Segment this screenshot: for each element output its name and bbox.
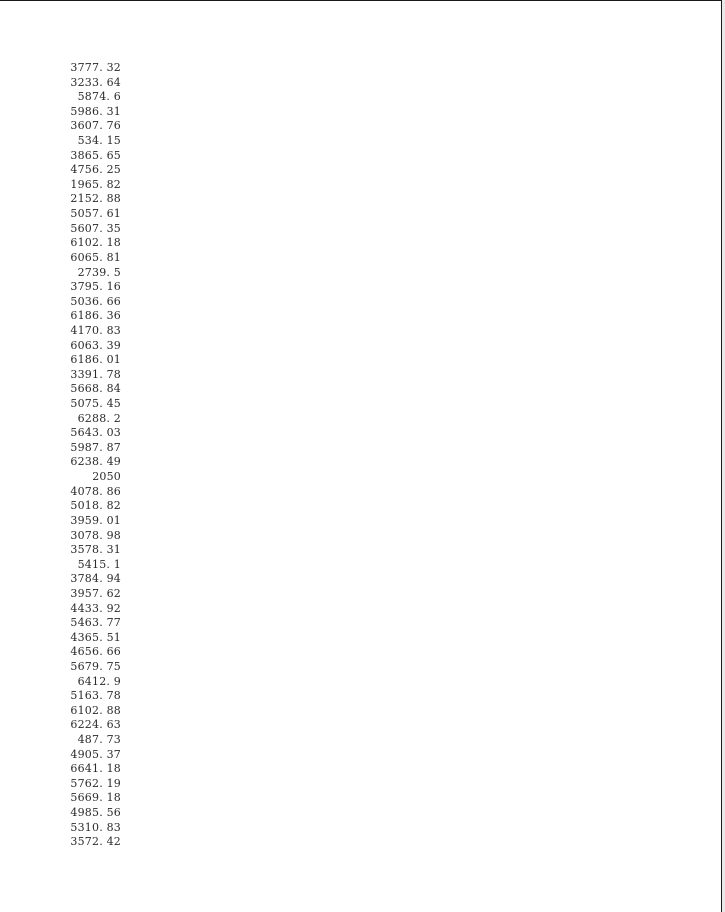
value-item: 3607. 76 xyxy=(70,119,121,133)
value-item: 3078. 98 xyxy=(70,528,121,542)
value-item: 2152. 88 xyxy=(70,192,121,206)
value-item: 5018. 82 xyxy=(70,499,121,513)
value-item: 6063. 39 xyxy=(70,338,121,352)
value-item: 6412. 9 xyxy=(77,674,121,688)
value-item: 6102. 18 xyxy=(70,236,121,250)
value-item: 3391. 78 xyxy=(70,367,121,381)
value-item: 4985. 56 xyxy=(70,806,121,820)
value-item: 5415. 1 xyxy=(77,557,121,571)
value-item: 3957. 62 xyxy=(70,586,121,600)
value-item: 6238. 49 xyxy=(70,455,121,469)
value-item: 3572. 42 xyxy=(70,835,121,849)
value-item: 4433. 92 xyxy=(70,601,121,615)
value-item: 5986. 31 xyxy=(70,104,121,118)
value-item: 4656. 66 xyxy=(70,645,121,659)
value-item: 4078. 86 xyxy=(70,484,121,498)
value-item: 6641. 18 xyxy=(70,762,121,776)
value-item: 4170. 83 xyxy=(70,323,121,337)
value-item: 3777. 32 xyxy=(70,61,121,74)
value-item: 5987. 87 xyxy=(70,440,121,454)
value-item: 4756. 25 xyxy=(70,163,121,177)
value-item: 6288. 2 xyxy=(77,411,121,425)
value-item: 3784. 94 xyxy=(70,572,121,586)
value-item: 6186. 36 xyxy=(70,309,121,323)
value-item: 5463. 77 xyxy=(70,616,121,630)
value-item: 3233. 64 xyxy=(70,75,121,89)
value-item: 5679. 75 xyxy=(70,659,121,673)
value-item: 5163. 78 xyxy=(70,689,121,703)
value-item: 2050 xyxy=(92,470,121,484)
value-item: 4905. 37 xyxy=(70,747,121,761)
value-item: 5668. 84 xyxy=(70,382,121,396)
value-item: 5607. 35 xyxy=(70,221,121,235)
value-item: 4365. 51 xyxy=(70,630,121,644)
value-item: 3959. 01 xyxy=(70,513,121,527)
value-item: 5075. 45 xyxy=(70,397,121,411)
value-item: 6102. 88 xyxy=(70,703,121,717)
value-item: 5036. 66 xyxy=(70,294,121,308)
value-item: 6065. 81 xyxy=(70,250,121,264)
value-item: 3865. 65 xyxy=(70,148,121,162)
value-item: 5057. 61 xyxy=(70,207,121,221)
value-item: 5310. 83 xyxy=(70,820,121,834)
value-item: 6224. 63 xyxy=(70,718,121,732)
value-item: 1965. 82 xyxy=(70,177,121,191)
value-item: 5762. 19 xyxy=(70,776,121,790)
value-item: 3578. 31 xyxy=(70,543,121,557)
value-item: 487. 73 xyxy=(77,733,121,747)
value-item: 6186. 01 xyxy=(70,353,121,367)
value-list xyxy=(60,61,121,850)
value-item: 5643. 03 xyxy=(70,426,121,440)
value-item: 534. 15 xyxy=(77,134,121,148)
value-item: 5874. 6 xyxy=(77,90,121,104)
value-item: 2739. 5 xyxy=(77,265,121,279)
value-item: 5669. 18 xyxy=(70,791,121,805)
value-item: 3795. 16 xyxy=(70,280,121,294)
